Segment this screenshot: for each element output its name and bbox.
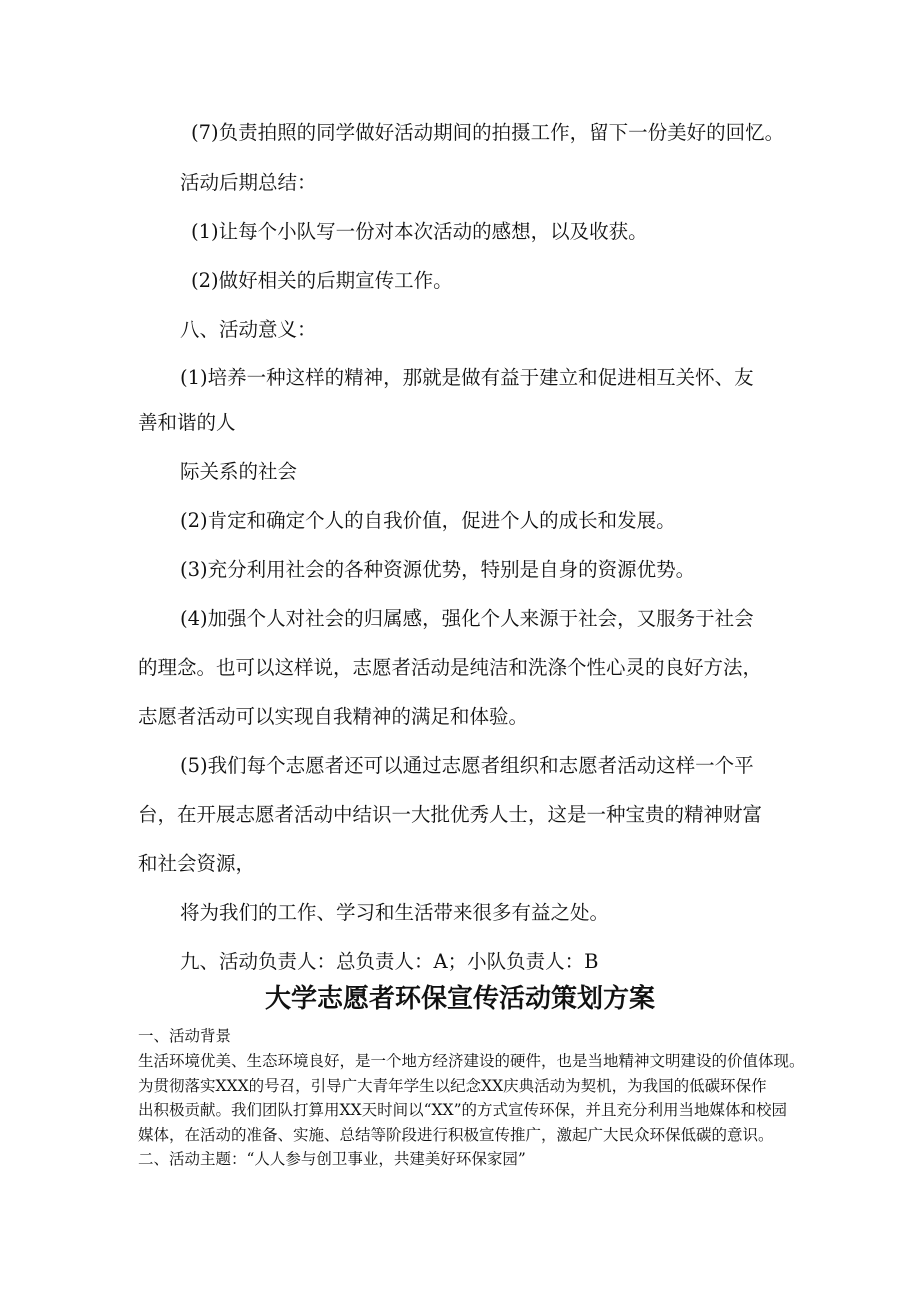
paragraph-line: (5)我们每个志愿者还可以通过志愿者组织和志愿者活动这样一个平 <box>180 754 754 777</box>
paragraph-line: 台，在开展志愿者活动中结识一大批优秀人士，这是一种宝贵的精神财富 <box>138 803 763 826</box>
section-heading: 二、活动主题：“人人参与创卫事业，共建美好环保家园” <box>138 1150 526 1168</box>
document-title: 大学志愿者环保宣传活动策划方案 <box>264 984 655 1014</box>
section-heading: 一、活动背景 <box>138 1027 232 1045</box>
paragraph-line: 将为我们的工作、学习和生活带来很多有益之处。 <box>180 901 610 924</box>
paragraph-line: 善和谐的人 <box>138 411 236 434</box>
paragraph-line: (2)肯定和确定个人的自我价值，促进个人的成长和发展。 <box>180 509 676 532</box>
paragraph-line: 际关系的社会 <box>180 460 298 483</box>
paragraph-line: (4)加强个人对社会的归属感，强化个人来源于社会，又服务于社会 <box>180 607 754 630</box>
paragraph-line: (1)培养一种这样的精神，那就是做有益于建立和促进相互关怀、友 <box>180 366 754 389</box>
paragraph-line: 媒体，在活动的准备、实施、总结等阶段进行积极宣传推广，激起广大民众环保低碳的意识。 <box>138 1126 774 1144</box>
paragraph-line: 生活环境优美、生态环境良好，是一个地方经济建设的硬件，也是当地精神文明建设的价值体现。 <box>138 1052 805 1070</box>
section-heading: 八、活动意义： <box>180 318 317 341</box>
paragraph-line: 和社会资源， <box>138 852 256 875</box>
paragraph-line: (2)做好相关的后期宣传工作。 <box>191 269 453 292</box>
paragraph-line: 为贯彻落实XXX的号召，引导广大青年学生以纪念XX庆典活动为契机，为我国的低碳环保作 <box>138 1077 767 1095</box>
paragraph-line: 出积极贡献。我们团队打算用XX天时间以“XX”的方式宣传环保，并且充分利用当地媒体和校园 <box>138 1101 787 1119</box>
paragraph-line: 志愿者活动可以实现自我精神的满足和体验。 <box>138 705 529 728</box>
paragraph-line: (1)让每个小队写一份对本次活动的感想，以及收获。 <box>191 220 648 243</box>
paragraph-line: (7)负责拍照的同学做好活动期间的拍摄工作，留下一份美好的回忆。 <box>191 121 785 144</box>
section-heading: 九、活动负责人：总负责人：A；小队负责人：B <box>180 950 599 973</box>
section-label: 活动后期总结： <box>180 171 317 194</box>
paragraph-line: 的理念。也可以这样说，志愿者活动是纯洁和洗涤个性心灵的良好方法， <box>138 656 763 679</box>
paragraph-line: (3)充分利用社会的各种资源优势，特别是自身的资源优势。 <box>180 558 696 581</box>
